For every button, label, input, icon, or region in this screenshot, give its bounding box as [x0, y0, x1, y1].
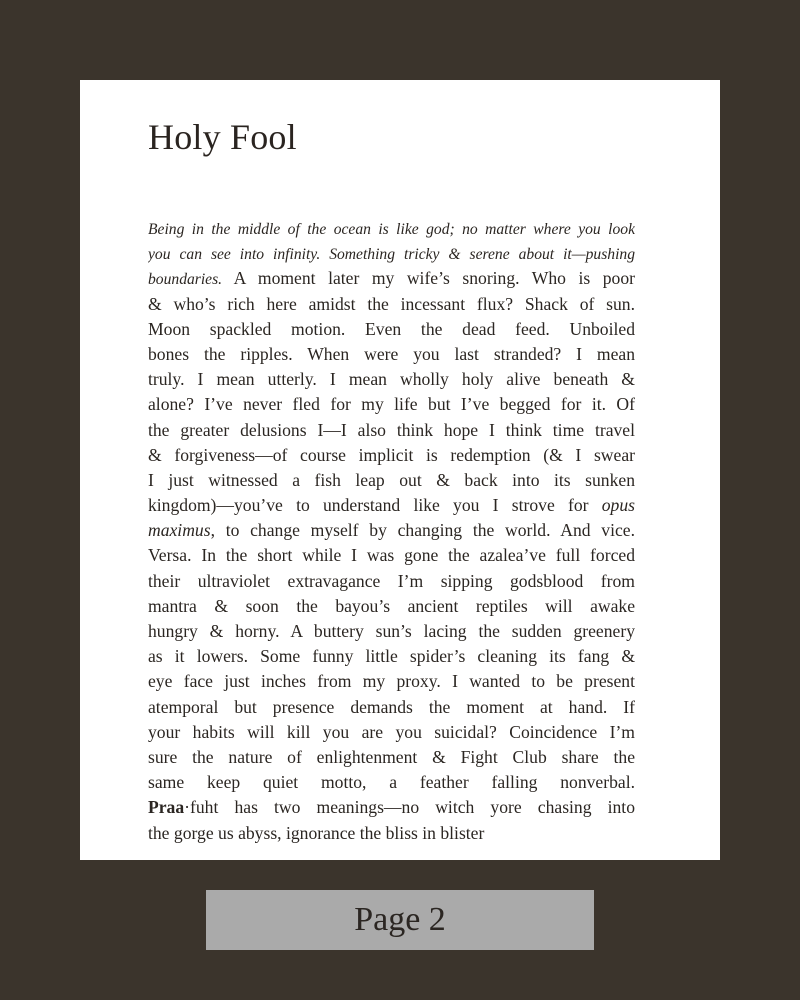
poem-line	[148, 443, 635, 468]
poem-line-segment: hungry & horny. A buttery sun’s lacing the sudden greenery	[148, 621, 635, 641]
poem-line	[148, 770, 635, 795]
page-number-label: Page 2	[206, 890, 594, 950]
poem-line-segment: ·fuht has two meanings—no witch yore chasing into	[184, 797, 635, 818]
poem-line-segment: Praa	[148, 797, 185, 818]
page-title: Holy Fool	[148, 117, 297, 157]
poem-line	[148, 695, 635, 720]
poem-line-segment: , to change myself by changing the world. And vice.	[210, 520, 635, 541]
poem-line-segment: truly. I mean utterly. I mean wholly holy alive beneath &	[148, 369, 635, 390]
poem-line	[148, 644, 635, 669]
poem-line	[148, 569, 635, 594]
document-page	[80, 80, 720, 860]
poem-line-segment: Being in the middle of the ocean is like god; no matter where you look	[148, 221, 635, 238]
poem-line	[148, 669, 635, 694]
poem-line	[148, 720, 635, 745]
poem-line	[148, 266, 635, 291]
poem-line-segment: Versa. In the short while I was gone the azalea’ve full forced	[148, 545, 635, 566]
poem-line-segment: A moment later my wife’s snoring. Who is poor	[222, 268, 635, 289]
poem-line-segment: Moon spackled motion. Even the dead feed. Unboiled	[148, 318, 635, 339]
poem-line-segment: your habits will kill you are you suicidal? Coincidence I’m	[148, 721, 635, 742]
poem-line-segment: & who’s rich here amidst the incessant flux? Shack of sun.	[148, 293, 635, 314]
poem-line	[148, 216, 635, 241]
poem-line	[148, 418, 635, 443]
poem-line-segment: kingdom)—you’ve to understand like you I strove for	[148, 495, 602, 516]
poem-line-segment: opus	[601, 495, 635, 516]
poem-line	[148, 745, 635, 770]
poem-line-segment: & forgiveness—of course implicit is redemption (& I swear	[148, 444, 635, 465]
poem-line	[148, 795, 635, 820]
poem-line	[148, 821, 635, 846]
poem-line	[148, 543, 635, 568]
poem-line	[148, 317, 635, 342]
poem-line	[148, 594, 635, 619]
poem-line	[148, 619, 635, 644]
poem-line-segment: I just witnessed a fish leap out & back into its sunken	[148, 469, 635, 490]
poem-line-segment: you can see into infinity. Something tricky & serene about it—pushing	[148, 246, 635, 264]
poem-line-segment: maximus	[148, 520, 211, 541]
poem-line-segment: boundaries.	[148, 271, 223, 289]
poem-line	[148, 392, 635, 417]
poem-line-segment: same keep quiet motto, a feather falling nonverbal.	[148, 772, 635, 793]
poem-line	[148, 342, 635, 367]
poem-line-segment: sure the nature of enlightenment & Fight Club share the	[148, 746, 635, 767]
poem-line-segment: bones the ripples. When were you last stranded? I mean	[148, 343, 635, 364]
poem-line-segment: eye face just inches from my proxy. I wanted to be present	[148, 671, 635, 692]
poem-line-segment: their ultraviolet extravagance I’m sipping godsblood from	[148, 570, 635, 591]
poem-line-segment: the greater delusions I—I also think hope I think time travel	[148, 419, 635, 440]
poem-line	[148, 493, 635, 518]
poem-line-segment: atemporal but presence demands the moment at hand. If	[148, 696, 635, 717]
poem-line-segment: alone? I’ve never fled for my life but I’ve begged for it. Of	[148, 394, 635, 415]
poem-line	[148, 292, 635, 317]
poem-line-segment: the gorge us abyss, ignorance the bliss in blister	[148, 822, 485, 843]
poem-line	[148, 367, 635, 392]
poem-line	[148, 518, 635, 543]
poem-line	[148, 241, 635, 266]
poem-line	[148, 468, 635, 493]
poem-body	[148, 216, 635, 846]
poem-line-segment: as it lowers. Some funny little spider’s cleaning its fang &	[148, 646, 635, 667]
poem-line-segment: mantra & soon the bayou’s ancient reptiles will awake	[148, 595, 635, 616]
